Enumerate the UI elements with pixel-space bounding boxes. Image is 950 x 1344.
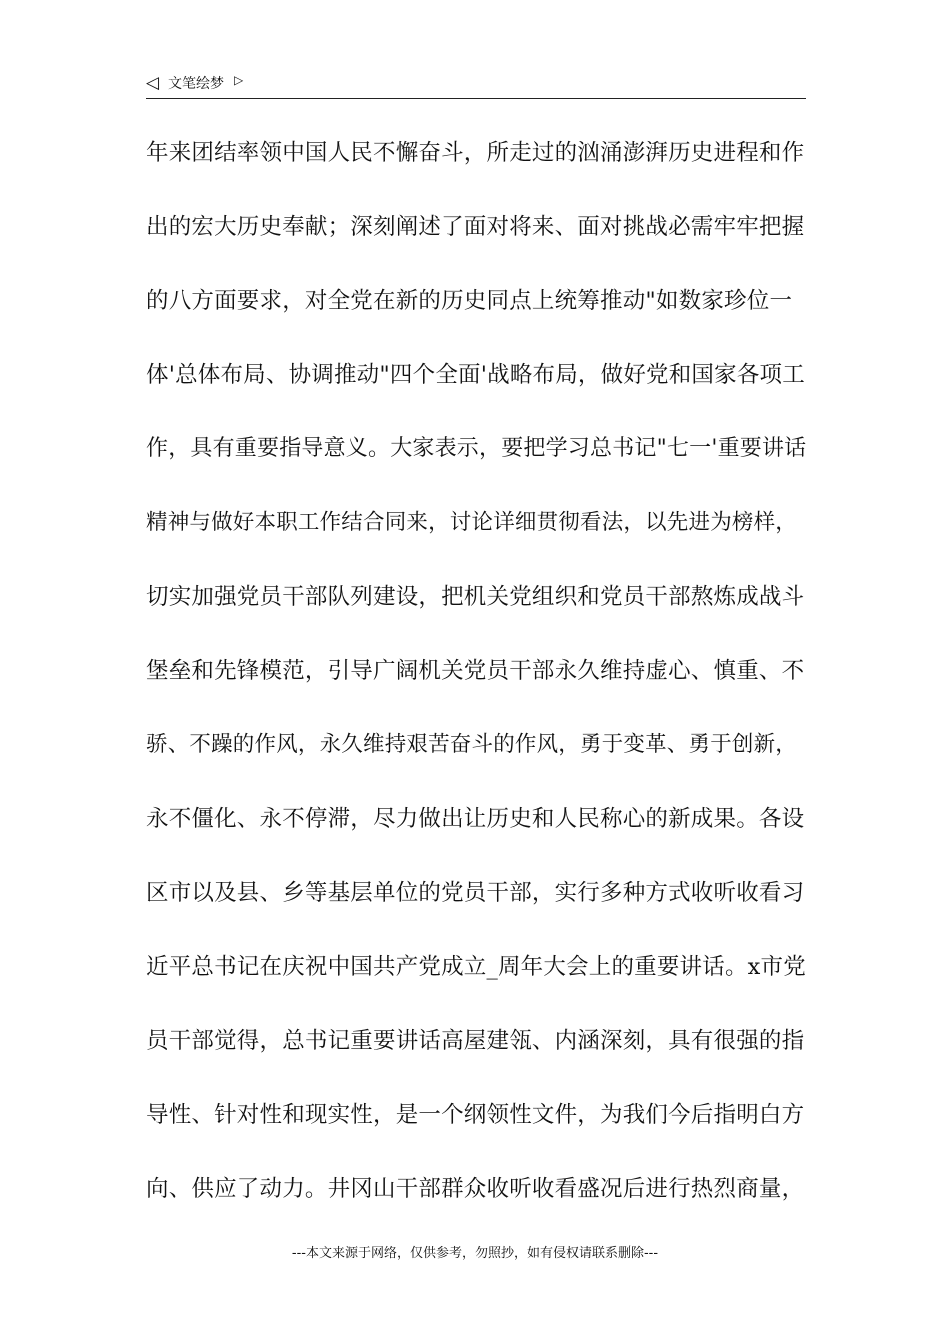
text-line: 向、供应了动力。井冈山干部群众收听收看盛况后进行热烈商量， — [146, 1176, 805, 1202]
text-line: 导性、针对性和现实性，是一个纲领性文件，为我们今后指明白方 — [146, 1102, 805, 1128]
text-line: 体'总体布局、协调推动"四个全面'战略布局，做好党和国家各项工 — [146, 362, 805, 388]
document-body — [146, 128, 810, 1238]
brand-title: 文笔绘梦 — [168, 76, 224, 92]
text-line: 精神与做好本职工作结合同来，讨论详细贯彻看法，以先进为榜样， — [146, 510, 798, 535]
page-header — [146, 72, 806, 99]
text-line: 切实加强党员干部队列建设，把机关党组织和党员干部熬炼成战斗 — [146, 584, 805, 610]
left-triangle-icon: ◁ — [146, 73, 160, 93]
text-line: 员干部觉得，总书记重要讲话高屋建瓴、内涵深刻，具有很强的指 — [146, 1028, 805, 1054]
text-line: 区市以及县、乡等基层单位的党员干部，实行多种方式收听收看习 — [146, 880, 805, 906]
text-line: 作，具有重要指导意义。大家表示，要把学习总书记"七一'重要讲话 — [146, 436, 807, 461]
text-line: 近平总书记在庆祝中国共产党成立_周年大会上的重要讲话。x市党 — [146, 954, 806, 980]
footer-disclaimer: ---本文来源于网络，仅供参考，勿照抄，如有侵权请联系删除--- — [291, 1246, 659, 1261]
text-line: 永不僵化、永不停滞，尽力做出让历史和人民称心的新成果。各设 — [146, 806, 805, 832]
text-line: 的八方面要求，对全党在新的历史同点上统筹推动"如数家珍位一 — [146, 288, 793, 314]
right-triangle-icon: ▷ — [234, 73, 244, 87]
text-line: 堡垒和先锋模范，引导广阔机关党员干部永久维持虚心、慎重、不 — [146, 658, 805, 684]
text-line: 年来团结率领中国人民不懈奋斗，所走过的汹涌澎湃历史进程和作 — [146, 140, 805, 166]
text-line: 出的宏大历史奉献；深刻阐述了面对将来、面对挑战必需牢牢把握 — [146, 214, 805, 240]
text-line: 骄、不躁的作风，永久维持艰苦奋斗的作风，勇于变革、勇于创新， — [146, 732, 798, 757]
